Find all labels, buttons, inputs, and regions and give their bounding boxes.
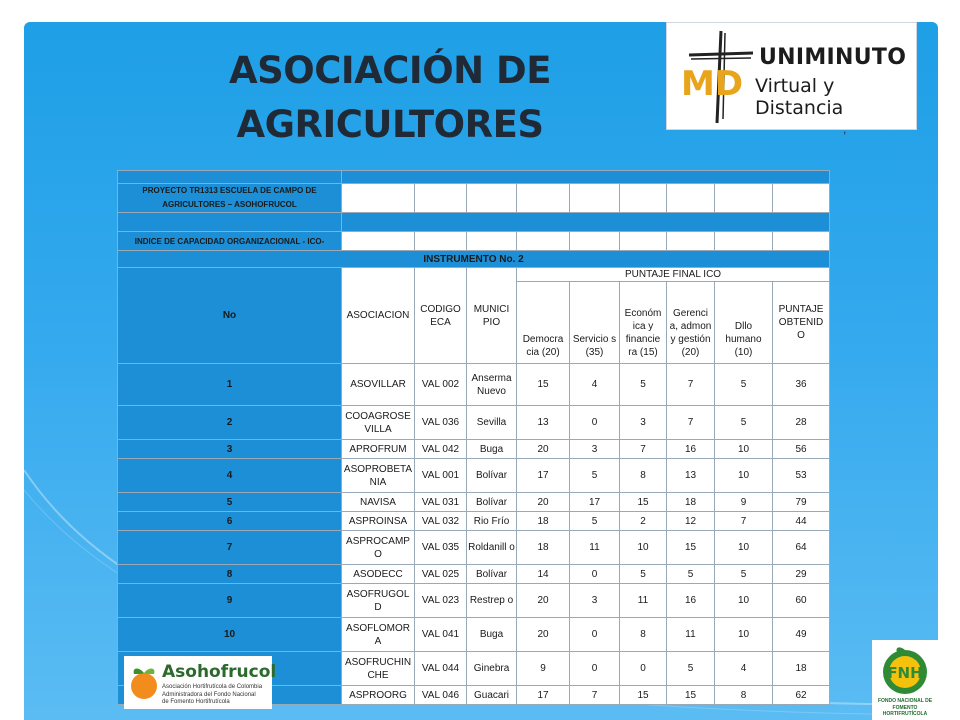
fnh-mark: FNH — [887, 664, 923, 682]
cell-servicios: 7 — [570, 686, 620, 705]
cell-economica: 8 — [620, 618, 667, 652]
cell-gerencia: 16 — [667, 584, 715, 618]
cell-no: 2 — [118, 406, 342, 440]
uniminuto-subtitle: Virtual y Distancia — [755, 75, 844, 119]
cell-gerencia: 5 — [667, 565, 715, 584]
cell-municipio: Bolívar — [467, 565, 517, 584]
blank-cell — [118, 213, 342, 232]
cell-codigo: VAL 002 — [415, 364, 467, 406]
cell-servicios: 4 — [570, 364, 620, 406]
cell-servicios: 3 — [570, 584, 620, 618]
instrument-label: INSTRUMENTO No. 2 — [118, 251, 830, 268]
cell-puntaje: 53 — [773, 459, 830, 493]
header-servicios: Servicio s (35) — [570, 282, 620, 364]
cell-servicios: 5 — [570, 459, 620, 493]
cell-puntaje: 60 — [773, 584, 830, 618]
cell-codigo: VAL 025 — [415, 565, 467, 584]
uniminuto-brand: UNIMINUTO — [759, 45, 907, 70]
cell-democracia: 20 — [517, 440, 570, 459]
fnh-logo — [872, 640, 938, 720]
cell-no: 7 — [118, 531, 342, 565]
uniminuto-emblem-icon — [673, 29, 759, 125]
cell-economica: 0 — [620, 652, 667, 686]
cell-asociacion: APROFRUM — [342, 440, 415, 459]
cell-economica: 5 — [620, 565, 667, 584]
cell-gerencia: 7 — [667, 364, 715, 406]
table-row — [118, 406, 830, 440]
cell-democracia: 17 — [517, 686, 570, 705]
table-row — [118, 512, 830, 531]
cell-puntaje: 29 — [773, 565, 830, 584]
header-puntaje: PUNTAJE OBTENID O — [773, 282, 830, 364]
cell-codigo: VAL 032 — [415, 512, 467, 531]
cell-asociacion: ASOFRUCHIN CHE — [342, 652, 415, 686]
cell-puntaje: 64 — [773, 531, 830, 565]
cell-dllo: 9 — [715, 493, 773, 512]
cell-gerencia: 15 — [667, 531, 715, 565]
cell-asociacion: ASPROORG — [342, 686, 415, 705]
cell-puntaje: 28 — [773, 406, 830, 440]
uniminuto-mark: MD — [681, 64, 744, 104]
cell-puntaje: 62 — [773, 686, 830, 705]
title-line-1: ASOCIACIÓN DE — [228, 49, 551, 92]
cell-gerencia: 5 — [667, 652, 715, 686]
cell-municipio: Buga — [467, 618, 517, 652]
cell-dllo: 5 — [715, 364, 773, 406]
cell-dllo: 7 — [715, 512, 773, 531]
cell-municipio: Restrep o — [467, 584, 517, 618]
cell-dllo: 10 — [715, 584, 773, 618]
cell-no: 5 — [118, 493, 342, 512]
cell-servicios: 0 — [570, 406, 620, 440]
cell-asociacion: ASOFLOMOR A — [342, 618, 415, 652]
asohofrucol-fruit-icon — [128, 664, 160, 702]
header-dllo: Dllo humano (10) — [715, 282, 773, 364]
header-asociacion: ASOCIACION — [342, 268, 415, 364]
cell-servicios: 17 — [570, 493, 620, 512]
cell-democracia: 18 — [517, 531, 570, 565]
cell-no: 4 — [118, 459, 342, 493]
cell-democracia: 20 — [517, 584, 570, 618]
cell-dllo: 10 — [715, 459, 773, 493]
cell-codigo: VAL 041 — [415, 618, 467, 652]
cell-gerencia: 16 — [667, 440, 715, 459]
tick-mark: , — [843, 122, 847, 136]
header-gerencia: Gerenci a, admon y gestión (20) — [667, 282, 715, 364]
table-row — [118, 565, 830, 584]
project-title: PROYECTO TR1313 ESCUELA DE CAMPO DE AGRICULTORES – ASOHOFRUCOL — [118, 184, 342, 213]
table-row — [118, 493, 830, 512]
cell-economica: 3 — [620, 406, 667, 440]
cell-asociacion: ASOVILLAR — [342, 364, 415, 406]
cell-codigo: VAL 035 — [415, 531, 467, 565]
cell-no: 1 — [118, 364, 342, 406]
cell-democracia: 20 — [517, 493, 570, 512]
cell-democracia: 20 — [517, 618, 570, 652]
cell-servicios: 0 — [570, 618, 620, 652]
cell-municipio: Anserma Nuevo — [467, 364, 517, 406]
cell-democracia: 14 — [517, 565, 570, 584]
cell-gerencia: 7 — [667, 406, 715, 440]
cell-economica: 15 — [620, 686, 667, 705]
ico-table-body — [118, 364, 830, 705]
cell-gerencia: 12 — [667, 512, 715, 531]
cell-asociacion: ASPROCAMP O — [342, 531, 415, 565]
cell-gerencia: 11 — [667, 618, 715, 652]
cell-economica: 8 — [620, 459, 667, 493]
cell-codigo: VAL 031 — [415, 493, 467, 512]
cell-dllo: 8 — [715, 686, 773, 705]
cell-municipio: Bolívar — [467, 459, 517, 493]
cell-puntaje: 44 — [773, 512, 830, 531]
blank-cell — [342, 171, 830, 184]
fnh-line-2: FOMENTO HORTIFRUTÍCOLA — [882, 705, 928, 717]
cell-no: 8 — [118, 565, 342, 584]
cell-codigo: VAL 036 — [415, 406, 467, 440]
cell-municipio: Ginebra — [467, 652, 517, 686]
cell-puntaje: 18 — [773, 652, 830, 686]
cell-democracia: 15 — [517, 364, 570, 406]
table-row — [118, 364, 830, 406]
blank-cell — [118, 171, 342, 184]
cell-gerencia: 15 — [667, 686, 715, 705]
cell-economica: 2 — [620, 512, 667, 531]
cell-dllo: 5 — [715, 565, 773, 584]
table-row — [118, 440, 830, 459]
cell-codigo: VAL 044 — [415, 652, 467, 686]
asohofrucol-line-1: Asociación Hortifrutícola de Colombia — [162, 684, 263, 690]
cell-dllo: 4 — [715, 652, 773, 686]
asohofrucol-name: Asohofrucol — [162, 662, 277, 682]
cell-municipio: Bolívar — [467, 493, 517, 512]
fnh-emblem-icon — [881, 646, 929, 696]
header-puntaje-final: PUNTAJE FINAL ICO — [517, 268, 830, 282]
blank-cell — [342, 213, 830, 232]
cell-democracia: 9 — [517, 652, 570, 686]
cell-asociacion: COOAGROSE VILLA — [342, 406, 415, 440]
cell-municipio: Guacari — [467, 686, 517, 705]
cell-gerencia: 13 — [667, 459, 715, 493]
header-municipio: MUNICI PIO — [467, 268, 517, 364]
cell-servicios: 0 — [570, 652, 620, 686]
cell-codigo: VAL 023 — [415, 584, 467, 618]
table-row — [118, 584, 830, 618]
asohofrucol-logo — [124, 656, 277, 709]
cell-municipio: Sevilla — [467, 406, 517, 440]
cell-economica: 11 — [620, 584, 667, 618]
ico-table — [117, 170, 830, 705]
cell-servicios: 0 — [570, 565, 620, 584]
index-title: INDICE DE CAPACIDAD ORGANIZACIONAL - ICO- — [118, 232, 342, 251]
cell-codigo: VAL 001 — [415, 459, 467, 493]
table-row — [118, 618, 830, 652]
cell-democracia: 17 — [517, 459, 570, 493]
header-democracia: Democra cia (20) — [517, 282, 570, 364]
cell-puntaje: 49 — [773, 618, 830, 652]
cell-codigo: VAL 046 — [415, 686, 467, 705]
cell-asociacion: ASOPROBETA NIA — [342, 459, 415, 493]
cell-no: 9 — [118, 584, 342, 618]
cell-democracia: 18 — [517, 512, 570, 531]
cell-economica: 10 — [620, 531, 667, 565]
cell-servicios: 11 — [570, 531, 620, 565]
asohofrucol-line-3: de Fomento Hortifrutícola — [162, 699, 230, 705]
table-row — [118, 531, 830, 565]
title-line-2: AGRICULTORES — [236, 103, 544, 146]
cell-gerencia: 18 — [667, 493, 715, 512]
cell-economica: 15 — [620, 493, 667, 512]
cell-asociacion: ASOFRUGOL D — [342, 584, 415, 618]
cell-no: 6 — [118, 512, 342, 531]
cell-municipio: Buga — [467, 440, 517, 459]
cell-puntaje: 79 — [773, 493, 830, 512]
cell-puntaje: 56 — [773, 440, 830, 459]
cell-codigo: VAL 042 — [415, 440, 467, 459]
cell-dllo: 5 — [715, 406, 773, 440]
cell-no: 10 — [118, 618, 342, 652]
cell-economica: 5 — [620, 364, 667, 406]
cell-asociacion: NAVISA — [342, 493, 415, 512]
page-title — [190, 44, 590, 152]
cell-municipio: Rio Frío — [467, 512, 517, 531]
cell-economica: 7 — [620, 440, 667, 459]
cell-asociacion: ASPROINSA — [342, 512, 415, 531]
cell-servicios: 3 — [570, 440, 620, 459]
cell-dllo: 10 — [715, 440, 773, 459]
cell-municipio: Roldanill o — [467, 531, 517, 565]
header-economica: Económ ica y financie ra (15) — [620, 282, 667, 364]
cell-puntaje: 36 — [773, 364, 830, 406]
cell-dllo: 10 — [715, 618, 773, 652]
table-row — [118, 459, 830, 493]
cell-no: 3 — [118, 440, 342, 459]
cell-asociacion: ASODECC — [342, 565, 415, 584]
header-no: No — [118, 268, 342, 364]
header-codigo: CODIGO ECA — [415, 268, 467, 364]
cell-servicios: 5 — [570, 512, 620, 531]
cell-democracia: 13 — [517, 406, 570, 440]
cell-dllo: 10 — [715, 531, 773, 565]
uniminuto-logo — [666, 22, 917, 130]
asohofrucol-line-2: Administradora del Fondo Nacional — [162, 692, 256, 698]
fnh-line-1: FONDO NACIONAL DE — [877, 698, 933, 704]
